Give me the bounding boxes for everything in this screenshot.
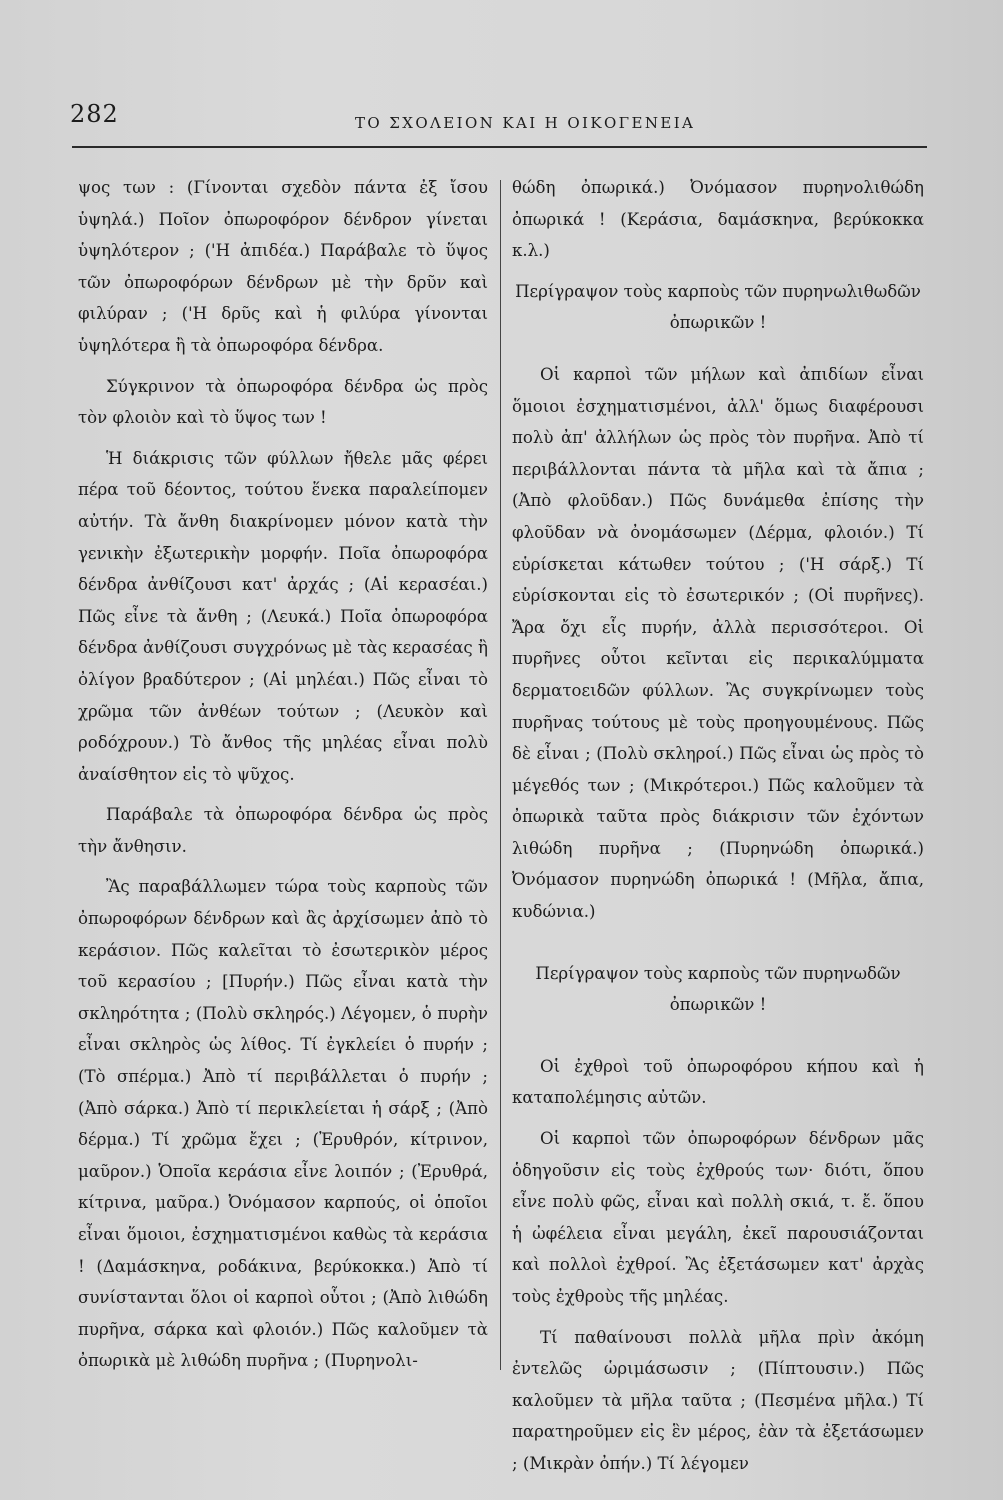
header-rule — [72, 146, 927, 148]
right-column — [512, 172, 924, 1489]
column-divider — [500, 180, 501, 1370]
paragraph: Παράβαλε τὰ ὀπωροφόρα δένδρα ὡς πρὸς τὴν ἄνθησιν. — [78, 805, 488, 856]
paragraph: ψος των : (Γίνονται σχεδὸν πάντα ἐξ ἴσου ὑψηλά.) Ποῖον ὀπωροφόρον δένδρον γίνεται ὑψηλότερον ; ('Η ἀπιδέα.) Παράβαλε τὸ ὕψος τῶν ὀπωροφόρων δένδρων μὲ τὴν δρῦν καὶ φιλύραν ; ('Η δρῦς καὶ ἡ φιλύρα γίνονται ὑψηλότερα ἢ τὰ ὀπωροφόρα δένδρα. — [78, 178, 488, 355]
paragraph: Οἱ καρποὶ τῶν μήλων καὶ ἀπιδίων εἶναι ὅμοιοι ἐσχηματισμένοι, ἀλλ' ὅμως διαφέρουσι πολὺ ἀπ' ἀλλήλων ὡς πρὸς τὸν πυρῆνα. Ἀπὸ τί περιβάλλονται πάντα τὰ μῆλα καὶ τὰ ἄπια ; (Ἀπὸ φλοῦδαν.) Πῶς δυνάμεθα ἐπίσης τὴν φλοῦδαν νὰ ὀνομάσωμεν (Δέρμα, φλοιόν.) Τί εὑρίσκεται κάτωθεν τούτου ; ('Η σάρξ.) Τί εὑρίσκονται εἰς τὸ ἐσωτερικόν ; (Οἱ πυρῆνες). Ἄρα ὄχι εἷς πυρήν, ἀλλὰ περισσότεροι. Οἱ πυρῆνες οὗτοι κεῖνται εἰς περικαλύμματα δερματοειδῶν φύλλων. Ἂς συγκρίνωμεν τοὺς πυρῆνας τούτους μὲ τοὺς προηγουμένους. Πῶς δὲ εἶναι ; (Πολὺ σκληροί.) Πῶς εἶναι ὡς πρὸς τὸ μέγεθός των ; (Μικρότεροι.) Πῶς καλοῦμεν τὰ ὀπωρικὰ ταῦτα πρὸς διάκρισιν τῶν ἐχόντων λιθώδη πυρῆνα ; (Πυρηνώδη ὀπωρικά.) Ὀνόμασον πυρηνώδη ὀπωρικά ! (Μῆλα, ἄπια, κυδώνια.) — [512, 364, 924, 922]
section-heading: Οἱ ἐχθροὶ τοῦ ὀπωροφόρου κήπου καὶ ἡ καταπολέμησις αὐτῶν. — [512, 1056, 924, 1108]
paragraph: Τί παθαίνουσι πολλὰ μῆλα πρὶν ἀκόμη ἐντελῶς ὡριμάσωσιν ; (Πίπτουσιν.) Πῶς καλοῦμεν τὰ μῆλα ταῦτα ; (Πεσμένα μῆλα.) Τί παρατηροῦμεν εἰς ἓν μέρος, ἐὰν τὰ ἐξετάσωμεν ; (Μικρὰν ὀπήν.) Τί λέγομεν — [512, 1327, 924, 1473]
paragraph: Ἂς παραβάλλωμεν τώρα τοὺς καρποὺς τῶν ὀπωροφόρων δένδρων καὶ ἂς ἀρχίσωμεν ἀπὸ τὸ κεράσιον. Πῶς καλεῖται τὸ ἐσωτερικὸν μέρος τοῦ κερασίου ; [Πυρήν.) Πῶς εἶναι κατὰ τὴν σκληρότητα ; (Πολὺ σκληρός.) Λέγομεν, ὁ πυρὴν εἶναι σκληρὸς ὡς λίθος. Τί ἐγκλείει ὁ πυρήν ; (Τὸ σπέρμα.) Ἀπὸ τί περιβάλλεται ὁ πυρήν ; (Ἀπὸ σάρκα.) Ἀπὸ τί περικλείεται ἡ σάρξ ; (Ἀπὸ δέρμα.) Τί χρῶμα ἔχει ; (Ἐρυθρόν, κίτρινον, μαῦρον.) Ὁποῖα κεράσια εἶνε λοιπόν ; (Ἐρυθρά, κίτρινα, μαῦρα.) Ὀνόμασον καρπούς, οἱ ὁποῖοι εἶναι ὅμοιοι, ἐσχηματισμένοι καθὼς τὰ κεράσια ! (Δαμάσκηνα, ροδάκινα, βερύκοκκα.) Ἀπὸ τί συνίστανται ὅλοι οἱ καρποὶ οὗτοι ; (Ἀπὸ λιθώδη πυρῆνα, σάρκα καὶ φλοιόν.) Πῶς καλοῦμεν τὰ ὀπωρικὰ μὲ λιθώδη πυρῆνα ; (Πυρηνολι- — [78, 877, 488, 1371]
page-number: 282 — [70, 100, 119, 128]
paragraph: Σύγκρινον τὰ ὀπωροφόρα δένδρα ὡς πρὸς τὸν φλοιὸν καὶ τὸ ὕψος των ! — [78, 376, 488, 428]
paragraph: Ἡ διάκρισις τῶν φύλλων ἤθελε μᾶς φέρει πέρα τοῦ δέοντος, τούτου ἕνεκα παραλείπομεν αὐτήν. Τὰ ἄνθη διακρίνομεν μόνον κατὰ τὴν γενικὴν ἐξωτερικὴν μορφήν. Ποῖα ὀπωροφόρα δένδρα ἀνθίζουσι κατ' ἀρχάς ; (Αἱ κερασέαι.) Πῶς εἶνε τὰ ἄνθη ; (Λευκά.) Ποῖα ὀπωροφόρα δένδρα ἀνθίζουσι συγχρόνως μὲ τὰς κερασέας ἢ ὀλίγον βραδύτερον ; (Αἱ μηλέαι.) Πῶς εἶναι τὸ χρῶμα τῶν ἀνθέων τούτων ; (Λευκὸν καὶ ροδόχρουν.) Τὸ ἄνθος τῆς μηλέας εἶναι πολὺ ἀναίσθητον εἰς τὸ ψῦχος. — [78, 448, 488, 784]
paragraph: Οἱ καρποὶ τῶν ὀπωροφόρων δένδρων μᾶς ὁδηγοῦσιν εἰς τοὺς ἐχθρούς των· διότι, ὅπου εἶνε πολὺ φῶς, εἶναι καὶ πολλὴ σκιά, τ. ἔ. ὅπου ἡ ὠφέλεια εἶναι μεγάλη, ἐκεῖ παρουσιάζονται καὶ πολλοὶ ἐχθροί. Ἂς ἐξετάσωμεν κατ' ἀρχὰς τοὺς ἐχθροὺς τῆς μηλέας. — [512, 1129, 924, 1306]
running-title: ΤΟ ΣΧΟΛΕΙΟΝ ΚΑΙ Η ΟΙΚΟΓΕΝΕΙΑ — [355, 114, 696, 132]
section-prompt: Περίγραψον τοὺς καρποὺς τῶν πυρηνωδῶν ὀπωρικῶν ! — [535, 963, 901, 1015]
left-column — [78, 172, 488, 1386]
paragraph: θώδη ὀπωρικά.) Ὀνόμασον πυρηνολιθώδη ὀπωρικά ! (Κεράσια, δαμάσκηνα, βερύκοκκα κ.λ.) — [512, 178, 924, 261]
section-prompt: Περίγραψον τοὺς καρποὺς τῶν πυρηνωλιθωδῶν ὀπωρικῶν ! — [515, 281, 921, 333]
